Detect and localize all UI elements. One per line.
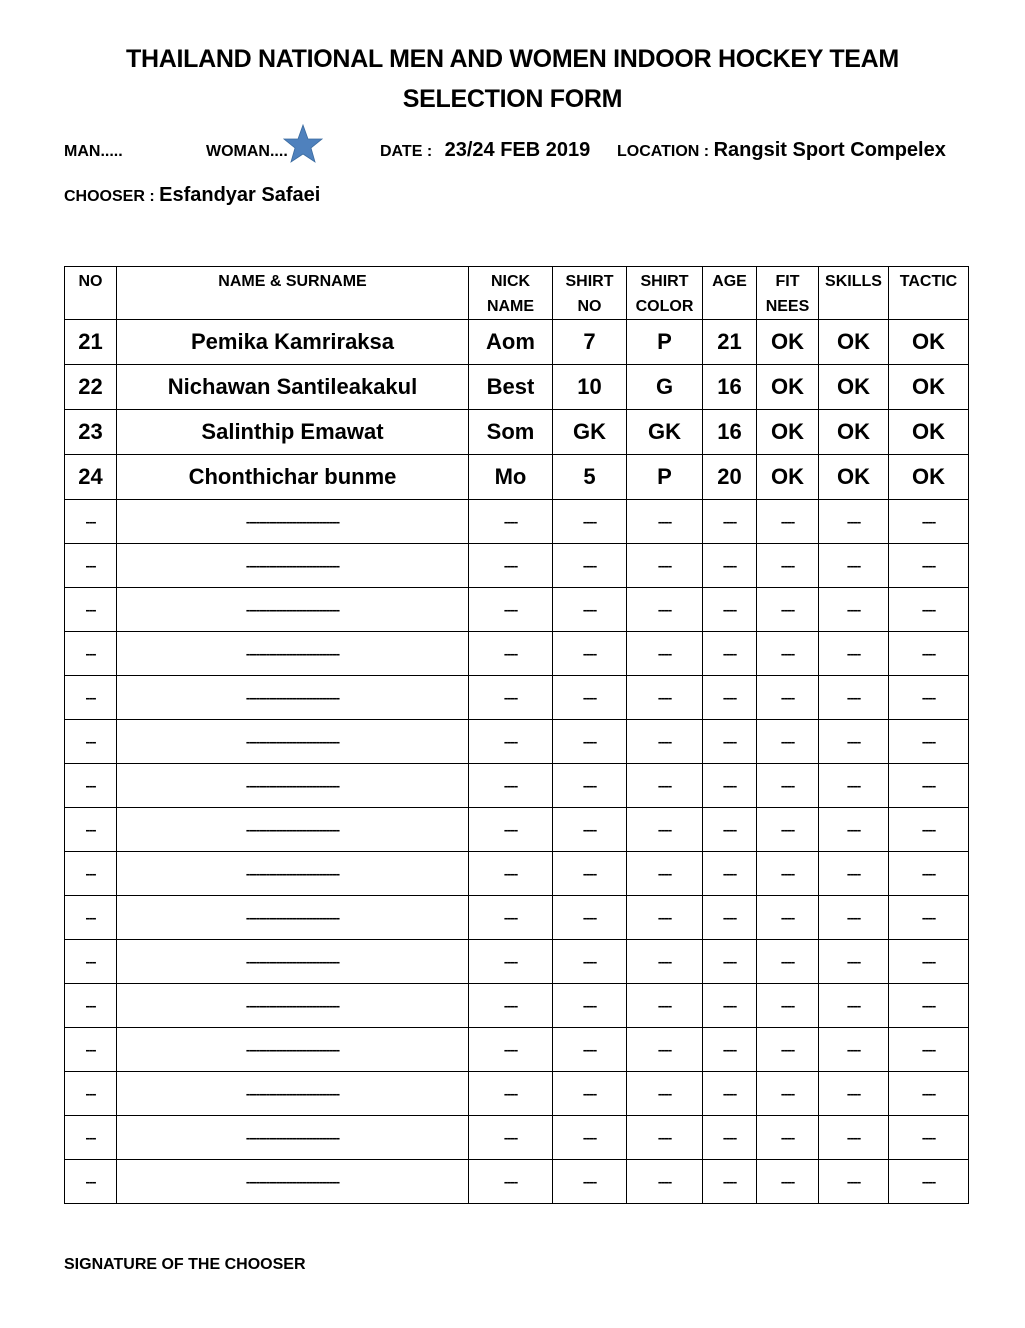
cell-name[interactable]: Nichawan Santileakakul [117, 365, 469, 410]
cell-shirt-color[interactable]: ---- [627, 632, 703, 676]
cell-no[interactable]: --- [65, 984, 117, 1028]
cell-skills[interactable]: ---- [819, 1116, 889, 1160]
cell-shirt-color[interactable]: ---- [627, 588, 703, 632]
cell-fitness[interactable]: ---- [757, 1116, 819, 1160]
cell-fitness[interactable]: ---- [757, 720, 819, 764]
header-age: AGE [703, 267, 757, 320]
cell-shirt-no[interactable]: ---- [553, 544, 627, 588]
cell-no[interactable]: --- [65, 676, 117, 720]
cell-tactic[interactable]: OK [889, 455, 969, 500]
cell-shirt-no[interactable]: ---- [553, 984, 627, 1028]
cell-fitness[interactable]: ---- [757, 588, 819, 632]
table-row [65, 320, 969, 365]
cell-shirt-no[interactable]: ---- [553, 1160, 627, 1204]
cell-name[interactable]: ---------------------------- [117, 1028, 469, 1072]
cell-fitness[interactable]: ---- [757, 896, 819, 940]
cell-tactic[interactable]: OK [889, 320, 969, 365]
empty-table-row [65, 808, 969, 852]
cell-name[interactable]: ---------------------------- [117, 720, 469, 764]
cell-no[interactable]: --- [65, 500, 117, 544]
cell-age[interactable]: ---- [703, 808, 757, 852]
cell-age[interactable]: ---- [703, 1072, 757, 1116]
cell-age[interactable]: ---- [703, 1028, 757, 1072]
cell-shirt-color[interactable]: GK [627, 410, 703, 455]
cell-tactic[interactable]: ---- [889, 676, 969, 720]
cell-shirt-color[interactable]: ---- [627, 808, 703, 852]
cell-name[interactable]: ---------------------------- [117, 764, 469, 808]
cell-no[interactable]: --- [65, 1160, 117, 1204]
cell-tactic[interactable]: ---- [889, 1160, 969, 1204]
cell-tactic[interactable]: ---- [889, 588, 969, 632]
cell-skills[interactable]: ---- [819, 588, 889, 632]
cell-no[interactable]: --- [65, 1028, 117, 1072]
cell-shirt-no[interactable]: ---- [553, 764, 627, 808]
empty-table-row [65, 588, 969, 632]
date-value: 23/24 FEB 2019 [444, 139, 591, 161]
cell-no[interactable]: --- [65, 1072, 117, 1116]
cell-nick[interactable]: Mo [469, 455, 553, 500]
cell-nick[interactable]: ---- [469, 984, 553, 1028]
header-shirt-color: SHIRT COLOR [627, 267, 703, 320]
cell-tactic[interactable]: ---- [889, 632, 969, 676]
cell-name[interactable]: Pemika Kamriraksa [117, 320, 469, 365]
woman-field[interactable] [206, 143, 288, 161]
cell-skills[interactable]: OK [819, 455, 889, 500]
cell-shirt-color[interactable]: P [627, 320, 703, 365]
empty-table-row [65, 852, 969, 896]
cell-tactic[interactable]: ---- [889, 940, 969, 984]
location-field [617, 139, 946, 162]
cell-nick[interactable]: ---- [469, 632, 553, 676]
empty-table-row [65, 500, 969, 544]
cell-no[interactable]: --- [65, 764, 117, 808]
cell-shirt-no[interactable]: ---- [553, 500, 627, 544]
cell-name[interactable]: ---------------------------- [117, 676, 469, 720]
cell-age[interactable]: ---- [703, 676, 757, 720]
cell-nick[interactable]: ---- [469, 852, 553, 896]
form-title-line-1: THAILAND NATIONAL MEN AND WOMEN INDOOR HOCKEY TEAM [126, 45, 899, 73]
cell-shirt-color[interactable]: G [627, 365, 703, 410]
cell-no[interactable]: --- [65, 544, 117, 588]
cell-age[interactable]: ---- [703, 544, 757, 588]
cell-shirt-color[interactable]: ---- [627, 500, 703, 544]
cell-age[interactable]: ---- [703, 984, 757, 1028]
cell-nick[interactable]: ---- [469, 808, 553, 852]
cell-nick[interactable]: ---- [469, 676, 553, 720]
cell-shirt-no[interactable]: ---- [553, 1028, 627, 1072]
cell-name[interactable]: ---------------------------- [117, 940, 469, 984]
cell-no[interactable]: --- [65, 808, 117, 852]
cell-shirt-color[interactable]: ---- [627, 896, 703, 940]
cell-name[interactable]: Chonthichar bunme [117, 455, 469, 500]
cell-name[interactable]: ---------------------------- [117, 808, 469, 852]
selection-table [64, 266, 969, 1204]
empty-table-row [65, 544, 969, 588]
cell-fitness[interactable]: ---- [757, 1072, 819, 1116]
cell-skills[interactable]: OK [819, 410, 889, 455]
cell-age[interactable]: 16 [703, 410, 757, 455]
cell-age[interactable]: 16 [703, 365, 757, 410]
cell-age[interactable]: ---- [703, 632, 757, 676]
cell-skills[interactable]: ---- [819, 544, 889, 588]
cell-skills[interactable]: OK [819, 320, 889, 365]
cell-nick[interactable]: ---- [469, 500, 553, 544]
cell-nick[interactable]: ---- [469, 544, 553, 588]
cell-tactic[interactable]: ---- [889, 500, 969, 544]
empty-table-row [65, 984, 969, 1028]
cell-name[interactable]: ---------------------------- [117, 984, 469, 1028]
cell-nick[interactable]: Best [469, 365, 553, 410]
cell-no[interactable]: 21 [65, 320, 117, 365]
cell-shirt-color[interactable]: ---- [627, 1028, 703, 1072]
cell-age[interactable]: ---- [703, 588, 757, 632]
cell-name[interactable]: ---------------------------- [117, 500, 469, 544]
cell-shirt-color[interactable]: ---- [627, 1160, 703, 1204]
cell-fitness[interactable]: ---- [757, 500, 819, 544]
empty-table-row [65, 676, 969, 720]
cell-shirt-color[interactable]: ---- [627, 984, 703, 1028]
cell-skills[interactable]: ---- [819, 940, 889, 984]
empty-table-row [65, 1160, 969, 1204]
cell-age[interactable]: ---- [703, 500, 757, 544]
table-row [65, 455, 969, 500]
header-skills: SKILLS [819, 267, 889, 320]
cell-fitness[interactable]: OK [757, 320, 819, 365]
chooser-label: CHOOSER : [64, 188, 155, 205]
cell-nick[interactable]: ---- [469, 1072, 553, 1116]
empty-table-row [65, 720, 969, 764]
cell-tactic[interactable]: ---- [889, 984, 969, 1028]
cell-age[interactable]: 21 [703, 320, 757, 365]
cell-skills[interactable]: ---- [819, 1160, 889, 1204]
cell-shirt-color[interactable]: ---- [627, 852, 703, 896]
cell-name[interactable]: ---------------------------- [117, 852, 469, 896]
cell-age[interactable]: ---- [703, 720, 757, 764]
cell-shirt-color[interactable]: ---- [627, 720, 703, 764]
cell-tactic[interactable]: ---- [889, 896, 969, 940]
cell-shirt-no[interactable]: ---- [553, 940, 627, 984]
cell-name[interactable]: ---------------------------- [117, 1072, 469, 1116]
cell-nick[interactable]: ---- [469, 764, 553, 808]
cell-no[interactable]: --- [65, 1116, 117, 1160]
location-label: LOCATION : [617, 143, 710, 160]
cell-shirt-color[interactable]: P [627, 455, 703, 500]
header-fitness: FIT NEES [757, 267, 819, 320]
header-tactic: TACTIC [889, 267, 969, 320]
empty-table-row [65, 764, 969, 808]
cell-tactic[interactable]: ---- [889, 808, 969, 852]
cell-nick[interactable]: ---- [469, 588, 553, 632]
cell-name[interactable]: ---------------------------- [117, 544, 469, 588]
cell-nick[interactable]: ---- [469, 896, 553, 940]
header-name-surname: NAME & SURNAME [117, 267, 469, 320]
cell-no[interactable]: --- [65, 720, 117, 764]
cell-shirt-color[interactable]: ---- [627, 940, 703, 984]
cell-name[interactable]: Salinthip Emawat [117, 410, 469, 455]
cell-tactic[interactable]: ---- [889, 1072, 969, 1116]
cell-shirt-no[interactable]: ---- [553, 720, 627, 764]
empty-table-row [65, 1072, 969, 1116]
cell-name[interactable]: ---------------------------- [117, 1116, 469, 1160]
empty-table-row [65, 940, 969, 984]
cell-tactic[interactable]: ---- [889, 1028, 969, 1072]
header-nick-name: NICK NAME [469, 267, 553, 320]
cell-age[interactable]: ---- [703, 764, 757, 808]
cell-no[interactable]: 22 [65, 365, 117, 410]
empty-table-row [65, 1028, 969, 1072]
cell-fitness[interactable]: ---- [757, 940, 819, 984]
cell-nick[interactable]: ---- [469, 1028, 553, 1072]
cell-skills[interactable]: ---- [819, 1028, 889, 1072]
cell-fitness[interactable]: OK [757, 410, 819, 455]
cell-skills[interactable]: ---- [819, 676, 889, 720]
cell-fitness[interactable]: ---- [757, 632, 819, 676]
cell-no[interactable]: 23 [65, 410, 117, 455]
cell-nick[interactable]: ---- [469, 1116, 553, 1160]
date-label: DATE : [380, 143, 433, 160]
cell-age[interactable]: ---- [703, 1160, 757, 1204]
man-field[interactable] [64, 143, 123, 161]
cell-fitness[interactable]: OK [757, 455, 819, 500]
cell-age[interactable]: ---- [703, 1116, 757, 1160]
cell-nick[interactable]: Som [469, 410, 553, 455]
star-icon [283, 124, 323, 164]
empty-table-row [65, 1116, 969, 1160]
cell-name[interactable]: ---------------------------- [117, 896, 469, 940]
cell-shirt-no[interactable]: 5 [553, 455, 627, 500]
cell-skills[interactable]: ---- [819, 632, 889, 676]
cell-skills[interactable]: ---- [819, 720, 889, 764]
cell-shirt-no[interactable]: ---- [553, 896, 627, 940]
cell-fitness[interactable]: ---- [757, 676, 819, 720]
cell-nick[interactable]: ---- [469, 720, 553, 764]
cell-shirt-color[interactable]: ---- [627, 764, 703, 808]
cell-skills[interactable]: ---- [819, 984, 889, 1028]
cell-fitness[interactable]: ---- [757, 1160, 819, 1204]
cell-tactic[interactable]: ---- [889, 1116, 969, 1160]
cell-no[interactable]: --- [65, 632, 117, 676]
cell-tactic[interactable]: ---- [889, 544, 969, 588]
cell-name[interactable]: ---------------------------- [117, 1160, 469, 1204]
cell-shirt-color[interactable]: ---- [627, 676, 703, 720]
cell-name[interactable]: ---------------------------- [117, 588, 469, 632]
empty-table-row [65, 896, 969, 940]
cell-nick[interactable]: ---- [469, 1160, 553, 1204]
table-row [65, 365, 969, 410]
cell-name[interactable]: ---------------------------- [117, 632, 469, 676]
cell-shirt-no[interactable]: 10 [553, 365, 627, 410]
cell-skills[interactable]: ---- [819, 764, 889, 808]
chooser-field [64, 184, 320, 207]
table-header-row [65, 267, 969, 320]
cell-no[interactable]: --- [65, 852, 117, 896]
cell-fitness[interactable]: ---- [757, 544, 819, 588]
cell-fitness[interactable]: ---- [757, 852, 819, 896]
cell-shirt-no[interactable]: ---- [553, 676, 627, 720]
signature-label: SIGNATURE OF THE CHOOSER [64, 1256, 306, 1273]
cell-shirt-no[interactable]: ---- [553, 808, 627, 852]
cell-age[interactable]: ---- [703, 852, 757, 896]
chooser-value: Esfandyar Safaei [159, 184, 321, 206]
cell-tactic[interactable]: ---- [889, 764, 969, 808]
cell-age[interactable]: 20 [703, 455, 757, 500]
cell-shirt-color[interactable]: ---- [627, 544, 703, 588]
form-title-line-2: SELECTION FORM [402, 85, 623, 113]
location-value: Rangsit Sport Compelex [713, 139, 946, 161]
man-label: MAN..... [64, 143, 123, 160]
cell-nick[interactable]: Aom [469, 320, 553, 365]
woman-label: WOMAN.... [206, 143, 288, 160]
cell-fitness[interactable]: ---- [757, 1028, 819, 1072]
cell-shirt-no[interactable]: ---- [553, 632, 627, 676]
cell-tactic[interactable]: OK [889, 365, 969, 410]
cell-skills[interactable]: ---- [819, 500, 889, 544]
cell-fitness[interactable]: OK [757, 365, 819, 410]
cell-fitness[interactable]: ---- [757, 764, 819, 808]
cell-fitness[interactable]: ---- [757, 984, 819, 1028]
table-row [65, 410, 969, 455]
cell-age[interactable]: ---- [703, 940, 757, 984]
cell-tactic[interactable]: ---- [889, 720, 969, 764]
cell-age[interactable]: ---- [703, 896, 757, 940]
cell-shirt-color[interactable]: ---- [627, 1072, 703, 1116]
cell-skills[interactable]: OK [819, 365, 889, 410]
cell-fitness[interactable]: ---- [757, 808, 819, 852]
date-field [380, 139, 590, 162]
cell-shirt-no[interactable]: ---- [553, 852, 627, 896]
cell-shirt-no[interactable]: ---- [553, 1116, 627, 1160]
cell-no[interactable]: --- [65, 896, 117, 940]
cell-shirt-no[interactable]: ---- [553, 1072, 627, 1116]
cell-skills[interactable]: ---- [819, 896, 889, 940]
cell-shirt-no[interactable]: 7 [553, 320, 627, 365]
header-shirt-no: SHIRT NO [553, 267, 627, 320]
cell-skills[interactable]: ---- [819, 808, 889, 852]
cell-tactic[interactable]: OK [889, 410, 969, 455]
cell-shirt-color[interactable]: ---- [627, 1116, 703, 1160]
cell-skills[interactable]: ---- [819, 1072, 889, 1116]
cell-shirt-no[interactable]: ---- [553, 588, 627, 632]
cell-tactic[interactable]: ---- [889, 852, 969, 896]
cell-no[interactable]: --- [65, 940, 117, 984]
cell-skills[interactable]: ---- [819, 852, 889, 896]
cell-shirt-no[interactable]: GK [553, 410, 627, 455]
header-no: NO [65, 267, 117, 320]
empty-table-row [65, 632, 969, 676]
cell-no[interactable]: 24 [65, 455, 117, 500]
cell-no[interactable]: --- [65, 588, 117, 632]
cell-nick[interactable]: ---- [469, 940, 553, 984]
